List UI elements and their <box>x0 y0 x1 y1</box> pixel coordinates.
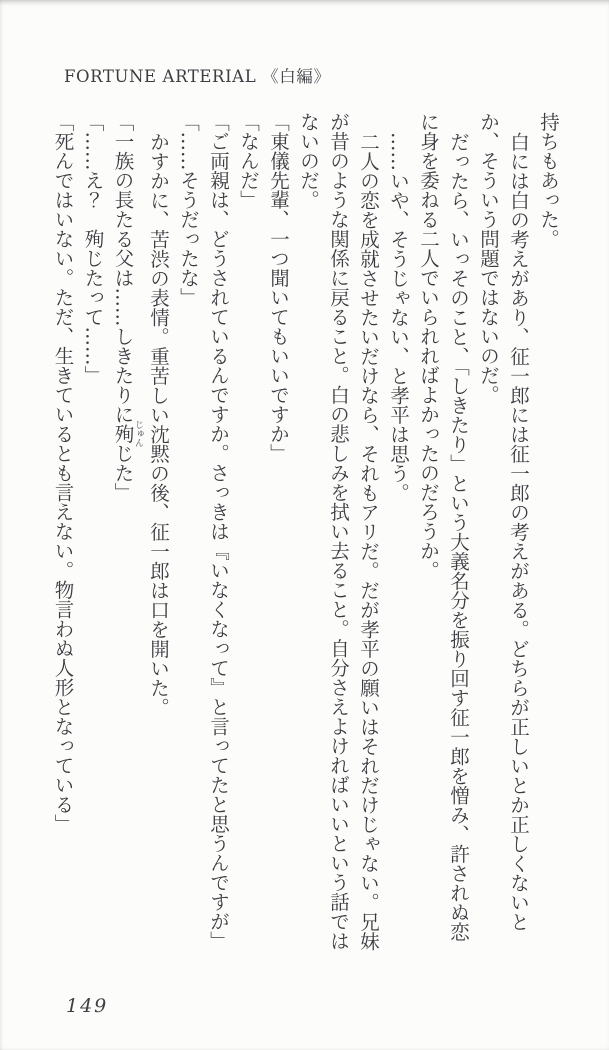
paragraph: 「なんだ」 <box>237 112 260 210</box>
paragraph: だったら、いっそのこと、「しきたり」という大義名分を振り回す征一郎を憎み、許されぬ恋に身を委ねる二人でいられればよかったのだろうか。 <box>417 112 470 941</box>
paragraph: 「東儀先輩、一つ聞いてもいいですか」 <box>267 112 290 463</box>
ruby-annotated-text: 殉じゅん <box>111 420 143 448</box>
paragraph: ……いや、そうじゃない、と孝平は思う。 <box>387 131 410 502</box>
paragraph: 持ちもあった。 <box>537 112 560 249</box>
page-number: 149 <box>66 995 109 1017</box>
body-text <box>43 112 563 956</box>
paragraph: 「ご両親は、どうされているんですか。さっきは『いなくなって』と言ってたと思うんですが」 <box>207 112 230 951</box>
paragraph: かすかに、苦渋の表情。重苦しい沈黙の後、征一郎は口を開いた。 <box>147 131 170 717</box>
running-header-title: FORTUNE ARTERIAL 《白編》 <box>64 67 331 86</box>
paragraph: 「死んではいない。ただ、生きているとも言えない。物言わぬ人形となっている」 <box>51 112 75 834</box>
paragraph: 「一族の長たる父は……しきたりに殉じゅんじた」 <box>111 112 143 502</box>
paragraph: 「……え？ 殉じたって……」 <box>81 112 105 385</box>
paragraph: 白には白の考えがあり、征一郎には征一郎の考えがある。どちらが正しいとか正しくないとか、そういう問題ではないのだ。 <box>477 112 530 931</box>
paragraph: 二人の恋を成就させたいだけなら、それもアリだ。だが孝平の願いはそれだけじゃない。兄妹が昔のような関係に戻ること。白の悲しみを拭い去ること。自分さえよければいいという話ではないのだ。 <box>297 112 380 951</box>
paragraph: 「……そうだったな」 <box>177 112 200 307</box>
